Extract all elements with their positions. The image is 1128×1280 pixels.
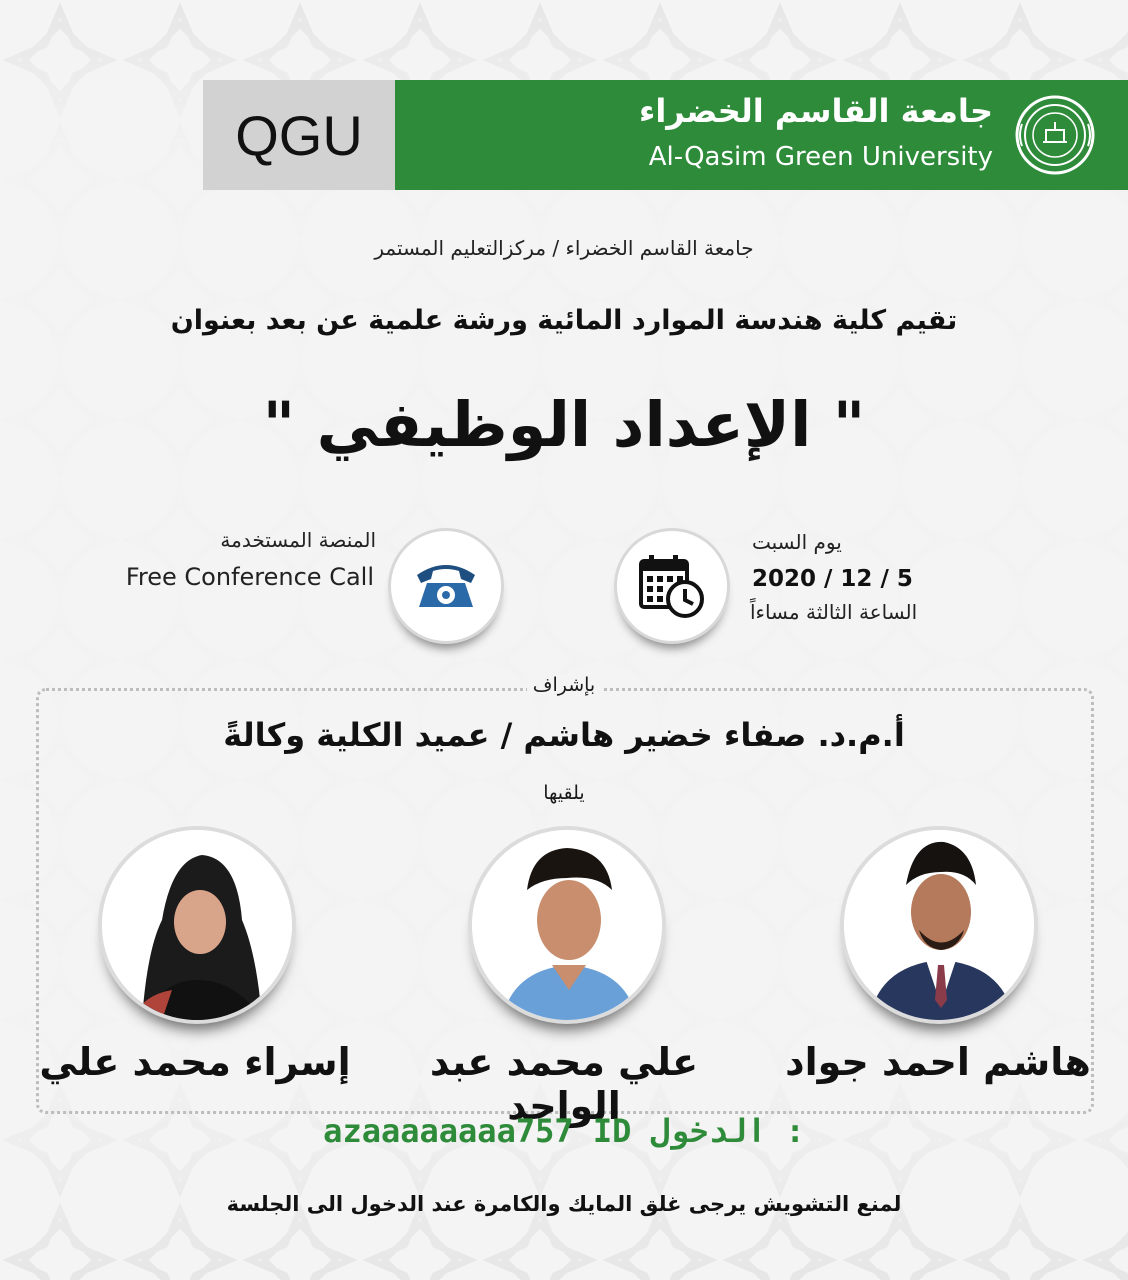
presented-by-label: يلقيها <box>543 782 585 804</box>
announcement-intro: تقيم كلية هندسة الموارد المائية ورشة علمية عن بعد بعنوان <box>170 305 958 336</box>
presenter-name: علي محمد عبد الواحد <box>429 1040 699 1128</box>
avatar-male-icon <box>844 830 1034 1020</box>
meeting-id-label: ID الدخول : <box>592 1112 805 1150</box>
phone-badge <box>388 528 504 644</box>
qgu-brand-box <box>203 80 395 190</box>
meeting-id-value: azaaaaaaaa757 <box>323 1112 574 1150</box>
calendar-badge <box>614 528 730 644</box>
organizer-line: جامعة القاسم الخضراء / مركزالتعليم المستمر <box>374 236 754 260</box>
platform-name: Free Conference Call <box>125 563 374 591</box>
telephone-icon <box>413 561 479 611</box>
event-date: 2020 / 12 / 5 <box>752 566 913 592</box>
university-name-english: Al-Qasim Green University <box>648 142 993 172</box>
event-time: الساعة الثالثة مساءاً <box>750 600 918 624</box>
presenter-name: هاشم احمد جواد <box>785 1040 1091 1084</box>
presenter-photo <box>840 826 1038 1024</box>
university-seal-logo <box>1010 94 1100 176</box>
avatar-female-icon <box>102 830 292 1020</box>
supervisor-name: أ.م.د. صفاء خضير هاشم / عميد الكلية وكالةً <box>223 716 905 754</box>
supervision-label: بإشراف <box>527 674 601 696</box>
mute-notice: لمنع التشويش يرجى غلق المايك والكامرة عند الدخول الى الجلسة <box>226 1192 902 1216</box>
qgu-text: QGU <box>235 103 363 167</box>
meeting-id-line <box>0 1112 1128 1150</box>
presenter-name: إسراء محمد علي <box>39 1040 351 1084</box>
presenter-photo <box>468 826 666 1024</box>
university-name-arabic: جامعة القاسم الخضراء <box>638 92 993 130</box>
day-label: يوم السبت <box>752 530 842 554</box>
presenter-photo <box>98 826 296 1024</box>
platform-label: المنصة المستخدمة <box>220 528 376 552</box>
supervision-label-wrap <box>0 674 1128 696</box>
avatar-male-icon <box>472 830 662 1020</box>
calendar-clock-icon <box>637 551 707 621</box>
workshop-title: " الإعداد الوظيفي " <box>262 388 866 461</box>
